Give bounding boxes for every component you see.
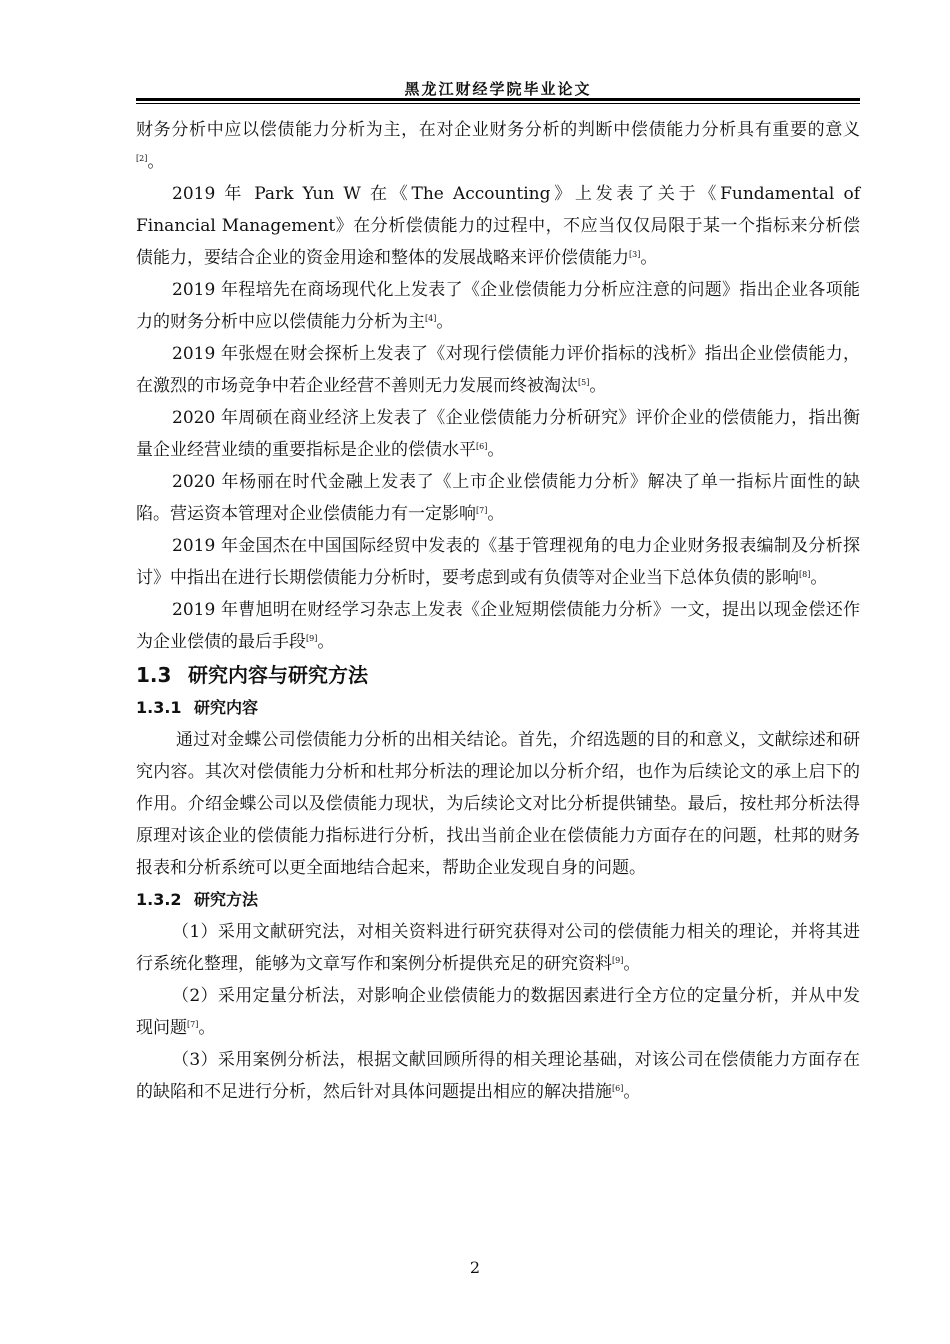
citation: [2] (136, 154, 148, 163)
paragraph-2: 2019 年 Park Yun W 在《The Accounting》上发表了关于《Fundamental of Financial Management》在分析偿债能力的过程中，不应当仅仅局限于某一个指标来分析偿债能力，要结合企业的资金用途和整体的发展战略来评价偿债能力[3]。 (136, 184, 860, 268)
method-item-3: （3）采用案例分析法，根据文献回顾所得的相关理论基础，对该公司在偿债能力方面存在的缺陷和不足进行分析，然后针对具体问题提出相应的解决措施[6]。 (136, 1050, 860, 1102)
paragraph-1: 财务分析中应以偿债能力分析为主，在对企业财务分析的判断中偿债能力分析具有重要的意义[2]。 (136, 120, 860, 172)
citation: [5] (578, 378, 590, 387)
method-item-2: （2）采用定量分析法，对影响企业偿债能力的数据因素进行全方位的定量分析，并从中发现问题[7]。 (136, 986, 860, 1038)
citation: [8] (799, 570, 811, 579)
paragraph-6: 2020 年杨丽在时代金融上发表了《上市企业偿债能力分析》解决了单一指标片面性的缺陷。营运资本管理对企业偿债能力有一定影响[7]。 (136, 472, 860, 524)
method-item-1: （1）采用文献研究法，对相关资料进行研究获得对公司的偿债能力相关的理论，并将其进行系统化整理，能够为文章写作和案例分析提供充足的研究资料[9]。 (136, 922, 860, 974)
research-content-paragraph: 通过对金蝶公司偿债能力分析的出相关结论。首先，介绍选题的目的和意义，文献综述和研究内容。其次对偿债能力分析和杜邦分析法的理论加以分析介绍，也作为后续论文的承上启下的作用。介绍金蝶公司以及偿债能力现状，为后续论文对比分析提供铺垫。最后，按杜邦分析法得原理对该企业的偿债能力指标进行分析，找出当前企业在偿债能力方面存在的问题，杜邦的财务报表和分析系统可以更全面地结合起来，帮助企业发现自身的问题。 (136, 730, 860, 878)
citation: [9] (306, 634, 318, 643)
page-number: 2 (469, 1258, 481, 1277)
paragraph-5: 2020 年周硕在商业经济上发表了《企业偿债能力分析研究》评价企业的偿债能力，指出衡量企业经营业绩的重要指标是企业的偿债水平[6]。 (136, 408, 860, 460)
citation: [3] (629, 250, 641, 259)
citation: [7] (476, 506, 488, 515)
citation: [7] (187, 1020, 199, 1029)
paragraph-7: 2019 年金国杰在中国国际经贸中发表的《基于管理视角的电力企业财务报表编制及分析探讨》中指出在进行长期偿债能力分析时，要考虑到或有负债等对企业当下总体负债的影响[8]。 (136, 536, 860, 588)
citation: [4] (425, 314, 437, 323)
paragraph-3: 2019 年程培先在商场现代化上发表了《企业偿债能力分析应注意的问题》指出企业各项能力的财务分析中应以偿债能力分析为主[4]。 (136, 280, 860, 332)
header-rule-thin (136, 103, 860, 104)
document-body (136, 114, 860, 1108)
section-heading-1-3: 1.3 研究内容与研究方法 (136, 663, 368, 687)
section-heading-1-3-1: 1.3.1 研究内容 (136, 698, 259, 717)
header-rule-thick (136, 98, 860, 101)
citation: [6] (612, 1084, 624, 1093)
paragraph-8: 2019 年曹旭明在财经学习杂志上发表《企业短期偿债能力分析》一文，提出以现金偿还作为企业偿债的最后手段[9]。 (136, 600, 860, 652)
citation: [6] (476, 442, 488, 451)
paragraph-4: 2019 年张煜在财会探析上发表了《对现行偿债能力评价指标的浅析》指出企业偿债能力，在激烈的市场竞争中若企业经营不善则无力发展而终被淘汰[5]。 (136, 344, 860, 396)
citation: [9] (612, 956, 624, 965)
page-header-title: 黑龙江财经学院毕业论文 (404, 80, 592, 98)
section-heading-1-3-2: 1.3.2 研究方法 (136, 890, 259, 909)
